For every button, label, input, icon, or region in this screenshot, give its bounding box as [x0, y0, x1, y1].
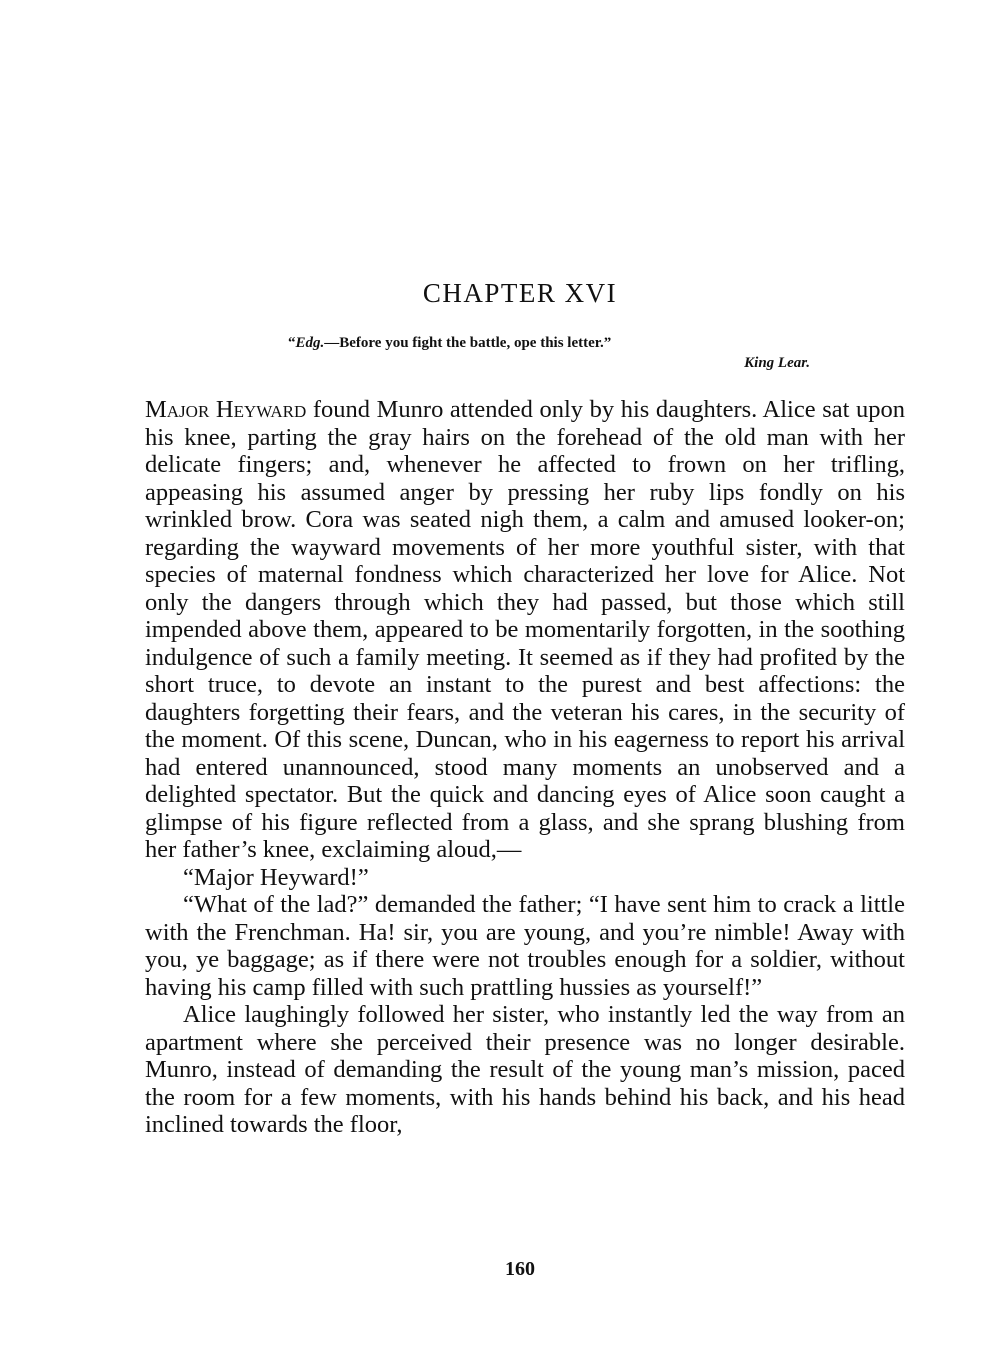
chapter-body — [145, 396, 905, 1139]
paragraph-3: “What of the lad?” demanded the father; “I have sent him to crack a little with the Frenchman. Ha! sir, you are young, and you’re nimble! Away with you, ye baggage; as if there were not troubles enough for a soldier, without having his camp filled with such prattling hussies as yourself!” — [145, 891, 905, 1001]
epigraph-open-quote: “ — [288, 335, 296, 351]
paragraph-1-text: found Munro attended only by his daughters. Alice sat upon his knee, parting the gray hairs on the forehead of the old man with her delicate fingers; and, whenever he affected to frown on her trifling, appeasing his assumed anger by pressing her ruby lips fondly on his wrinkled brow. Cora was seated nigh them, a calm and amused looker-on; regarding the wayward movements of her more youthful sister, with that species of maternal fondness which characterized her love for Alice. Not only the dangers through which they had passed, but those which still impended above them, appeared to be momentarily forgotten, in the soothing indulgence of such a family meeting. It seemed as if they had profited by the short truce, to devote an instant to the purest and best affections: the daughters forgetting their fears, and the veteran his cares, in the security of the moment. Of this scene, Duncan, who in his eagerness to report his arrival had entered unannounced, stood many moments an unobserved and a delighted spectator. But the quick and dancing eyes of Alice soon caught a glimpse of his figure reflected from a glass, and she sprang blushing from her father’s knee, exclaiming aloud,— — [145, 396, 905, 863]
paragraph-1 — [145, 396, 905, 864]
chapter-title: CHAPTER XVI — [422, 278, 618, 308]
paragraph-4: Alice laughingly followed her sister, who instantly led the way from an apartment where she perceived their presence was no longer desirable. Munro, instead of demanding the result of the young man’s mission, paced the room for a few moments, with his hands behind his back, and his head inclined towards the floor, — [145, 1001, 905, 1138]
epigraph-source: King Lear. — [744, 355, 810, 371]
epigraph-text: —Before you fight the battle, ope this letter.” — [324, 335, 612, 351]
epigraph-speaker: Edg. — [295, 335, 325, 351]
epigraph — [288, 333, 818, 373]
page-number: 160 — [505, 1258, 535, 1280]
paragraph-2: “Major Heyward!” — [183, 863, 369, 891]
paragraph-lead-in: Major Heyward — [145, 396, 307, 423]
